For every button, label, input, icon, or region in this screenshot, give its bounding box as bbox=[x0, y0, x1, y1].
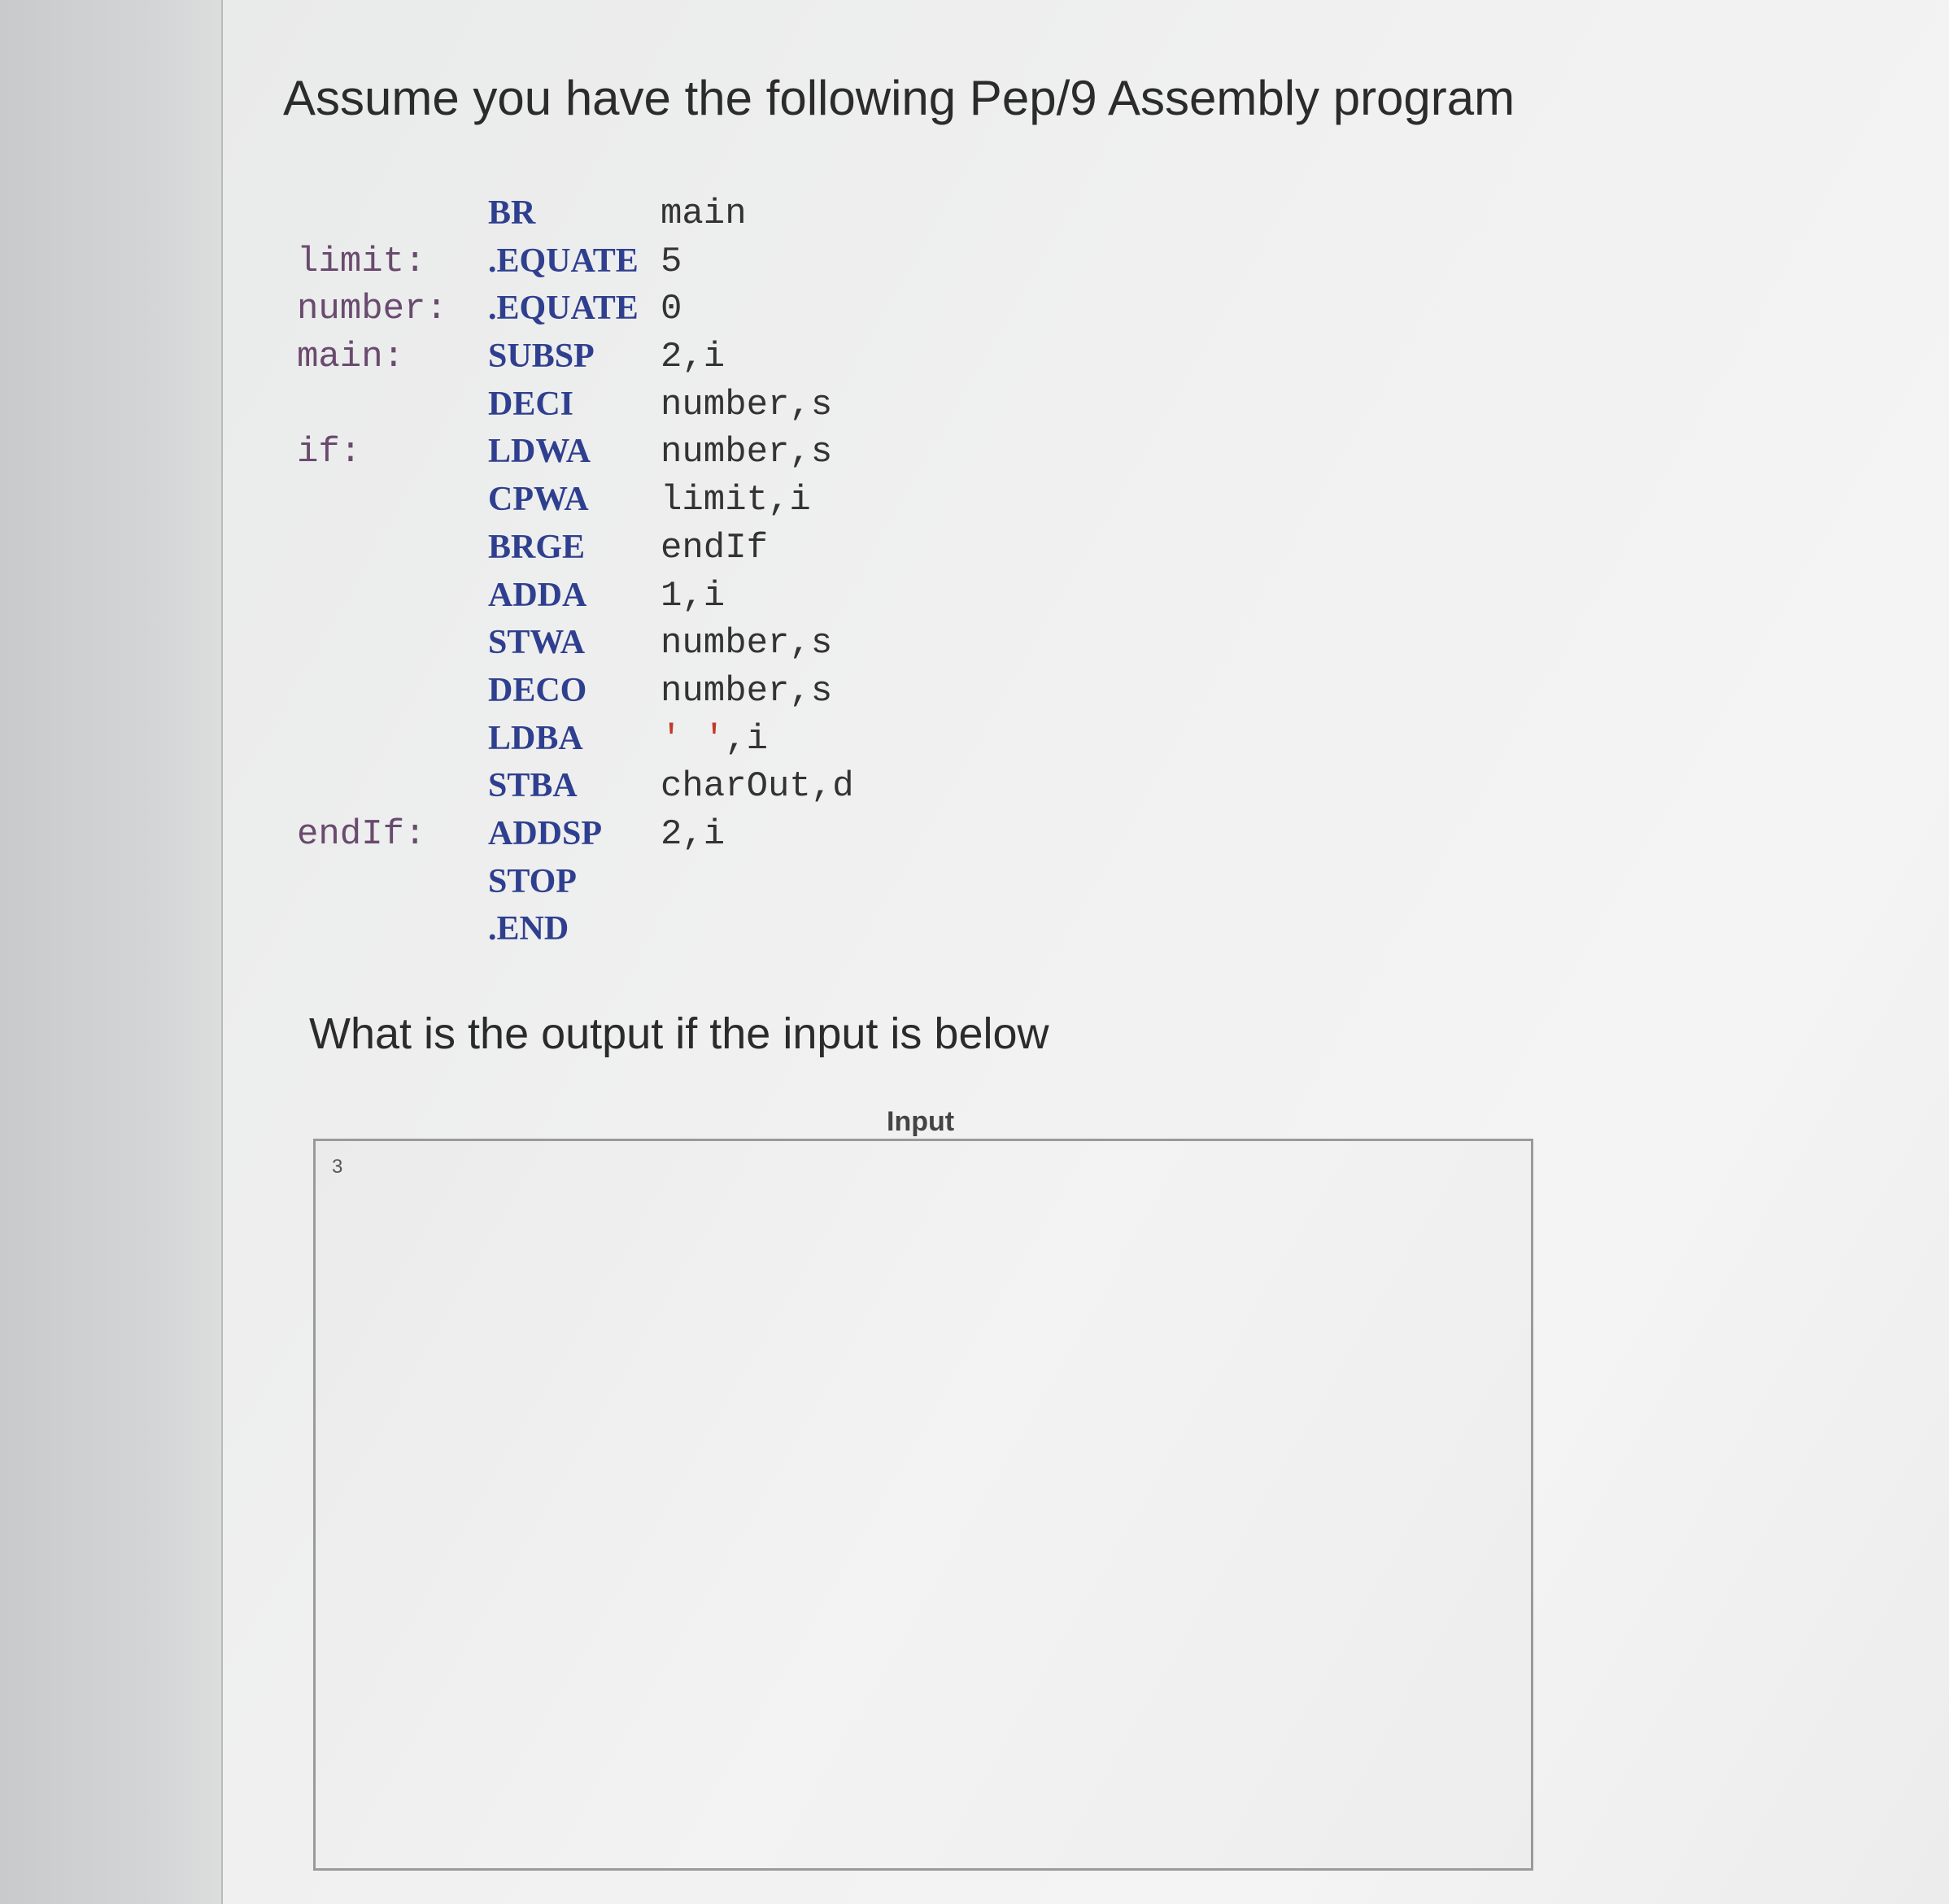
input-label: Input bbox=[887, 1106, 955, 1137]
code-label: number: bbox=[297, 289, 447, 330]
code-operand: charOut,d bbox=[661, 766, 854, 808]
code-operand: number,s bbox=[661, 432, 833, 473]
code-mnemonic: SUBSP bbox=[488, 338, 595, 376]
code-mnemonic: STBA bbox=[488, 767, 578, 805]
code-label: limit: bbox=[297, 241, 426, 282]
left-gutter bbox=[0, 0, 223, 1904]
code-label: if: bbox=[297, 432, 362, 473]
code-operand: 2,i bbox=[661, 337, 726, 378]
code-mnemonic: .END bbox=[488, 910, 569, 948]
code-mnemonic: CPWA bbox=[488, 481, 589, 519]
code-mnemonic: ADDSP bbox=[488, 814, 603, 852]
question-prompt: What is the output if the input is below bbox=[309, 1009, 1049, 1058]
code-operand bbox=[661, 719, 768, 760]
code-mnemonic: .EQUATE bbox=[488, 290, 639, 328]
code-operand: number,s bbox=[661, 670, 833, 712]
code-mnemonic: BRGE bbox=[488, 528, 586, 566]
code-operand: number,s bbox=[661, 384, 833, 425]
code-mnemonic: STOP bbox=[488, 862, 577, 900]
char-literal: ' ' bbox=[661, 718, 726, 760]
code-mnemonic: DECI bbox=[488, 385, 574, 423]
code-operand: limit,i bbox=[661, 480, 811, 521]
code-operand: number,s bbox=[661, 623, 833, 664]
code-label: endIf: bbox=[297, 813, 426, 855]
code-mnemonic: ADDA bbox=[488, 576, 587, 614]
code-operand: 0 bbox=[661, 289, 682, 330]
code-operand: endIf bbox=[661, 527, 769, 569]
code-mnemonic: LDWA bbox=[488, 433, 591, 471]
question-title: Assume you have the following Pep/9 Assembly program bbox=[283, 71, 1515, 125]
code-mnemonic: BR bbox=[488, 194, 536, 232]
code-mnemonic: .EQUATE bbox=[488, 242, 639, 280]
code-operand: 1,i bbox=[661, 575, 726, 617]
code-operand: 2,i bbox=[661, 813, 726, 855]
code-mnemonic: STWA bbox=[488, 624, 586, 662]
code-operand: 5 bbox=[661, 241, 682, 282]
addressing-mode: ,i bbox=[725, 718, 769, 760]
code-mnemonic: LDBA bbox=[488, 719, 583, 757]
code-label: main: bbox=[297, 337, 405, 378]
code-operand: main bbox=[661, 194, 747, 234]
input-textarea[interactable] bbox=[313, 1139, 1533, 1871]
code-mnemonic: DECO bbox=[488, 671, 587, 709]
